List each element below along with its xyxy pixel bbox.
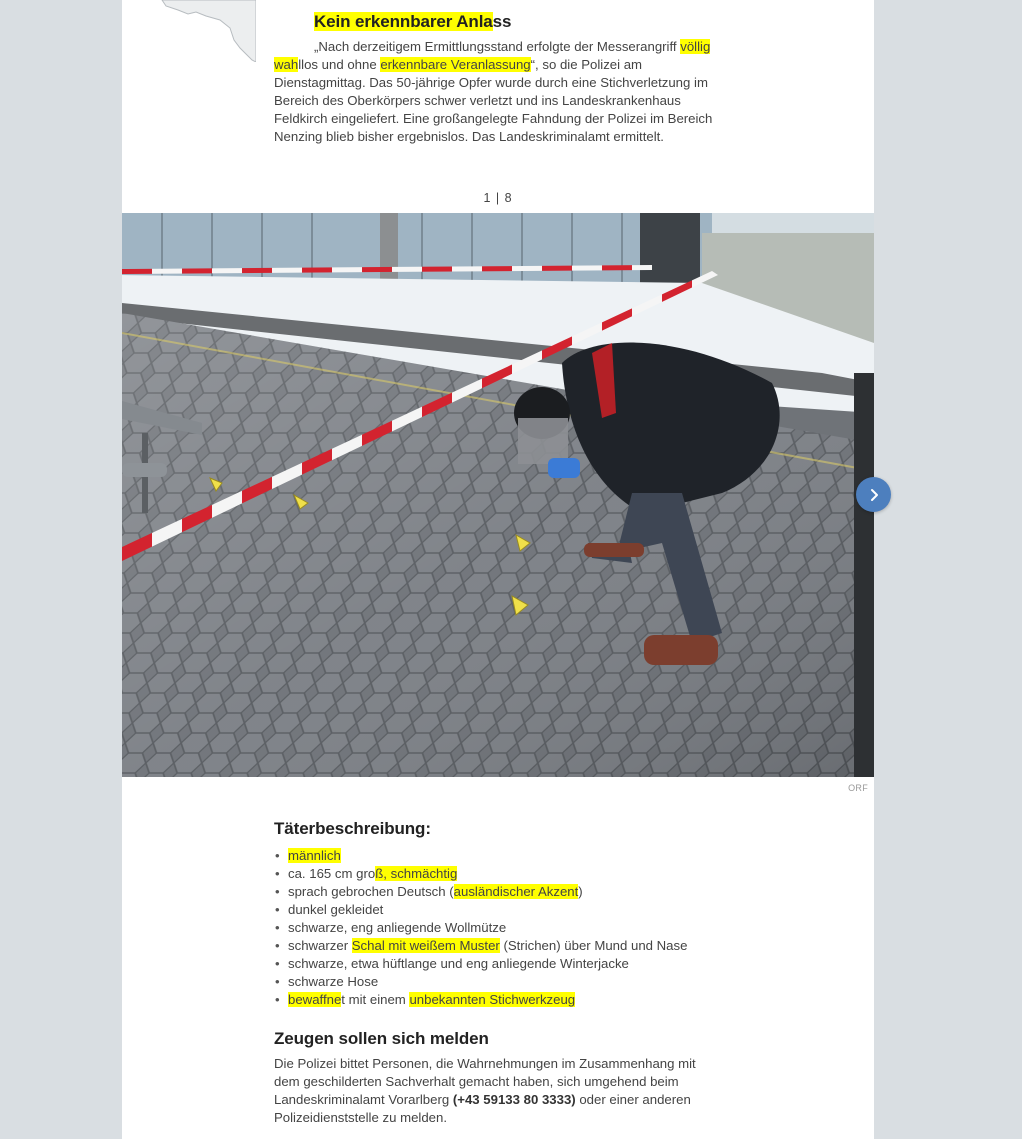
chevron-right-icon (867, 488, 881, 502)
paragraph-motive: „Nach derzeitigem Ermittlungsstand erfolgte der Messerangriff völlig wahllos und ohne erkennbare Veranlassung“, so die Polizei am Dienstagmittag. Das 50-jährige Opfer wurde durch eine Stichverletzung im Bereich des Oberkörpers schwer verletzt und ins Landeskrankenhaus Feldkirch eingeliefert. Eine großangelegte Fahndung der Polizei im Bereich Nenzing blieb bisher ergebnislos. Das Landeskriminalamt ermittelt. (274, 39, 713, 144)
section-heading: Zeugen sollen sich melden (274, 1029, 489, 1048)
list-item: • dunkel gekleidet (274, 901, 719, 919)
paragraph-witnesses: Die Polizei bittet Personen, die Wahrnehmungen im Zusammenhang mit dem geschilderten Sachverhalt gemacht haben, sich umgehend beim Landeskriminalamt Vorarlberg (+43 59133 80 3333) oder einer anderen Polizeidienststelle zu melden. (274, 1056, 696, 1125)
list-item: • schwarze, etwa hüftlange und eng anliegende Winterjacke (274, 955, 719, 973)
crime-scene-photo (122, 213, 874, 777)
section-motive (274, 12, 719, 146)
phone-number: (+43 59133 80 3333) (452, 1092, 576, 1107)
gallery-counter: 1 | 8 (483, 191, 513, 205)
list-item: • schwarze Hose (274, 973, 719, 991)
gallery-photo[interactable] (122, 213, 874, 777)
section-heading: Täterbeschreibung: (274, 819, 431, 838)
list-item: • sprach gebrochen Deutsch (ausländischer Akzent) (274, 883, 719, 901)
list-item: • ca. 165 cm groß, schmächtig (274, 865, 719, 883)
list-item: • schwarze, eng anliegende Wollmütze (274, 919, 719, 937)
list-item: • bewaffnet mit einem unbekannten Stichwerkzeug (274, 991, 719, 1009)
section-witnesses (274, 1029, 719, 1127)
region-map-icon (160, 0, 256, 62)
list-item: • schwarzer Schal mit weißem Muster (Strichen) über Mund und Nase (274, 937, 719, 955)
photo-credit: ORF (848, 783, 868, 793)
gallery-next-button[interactable] (856, 477, 891, 512)
section-suspect (274, 819, 719, 1009)
suspect-description-list (274, 847, 719, 1009)
section-heading: Kein erkennbarer Anlass (314, 12, 512, 31)
list-item: • männlich (274, 847, 719, 865)
article-page (122, 0, 874, 1139)
heading-highlight: Kein erkennbarer Anla (314, 12, 493, 31)
